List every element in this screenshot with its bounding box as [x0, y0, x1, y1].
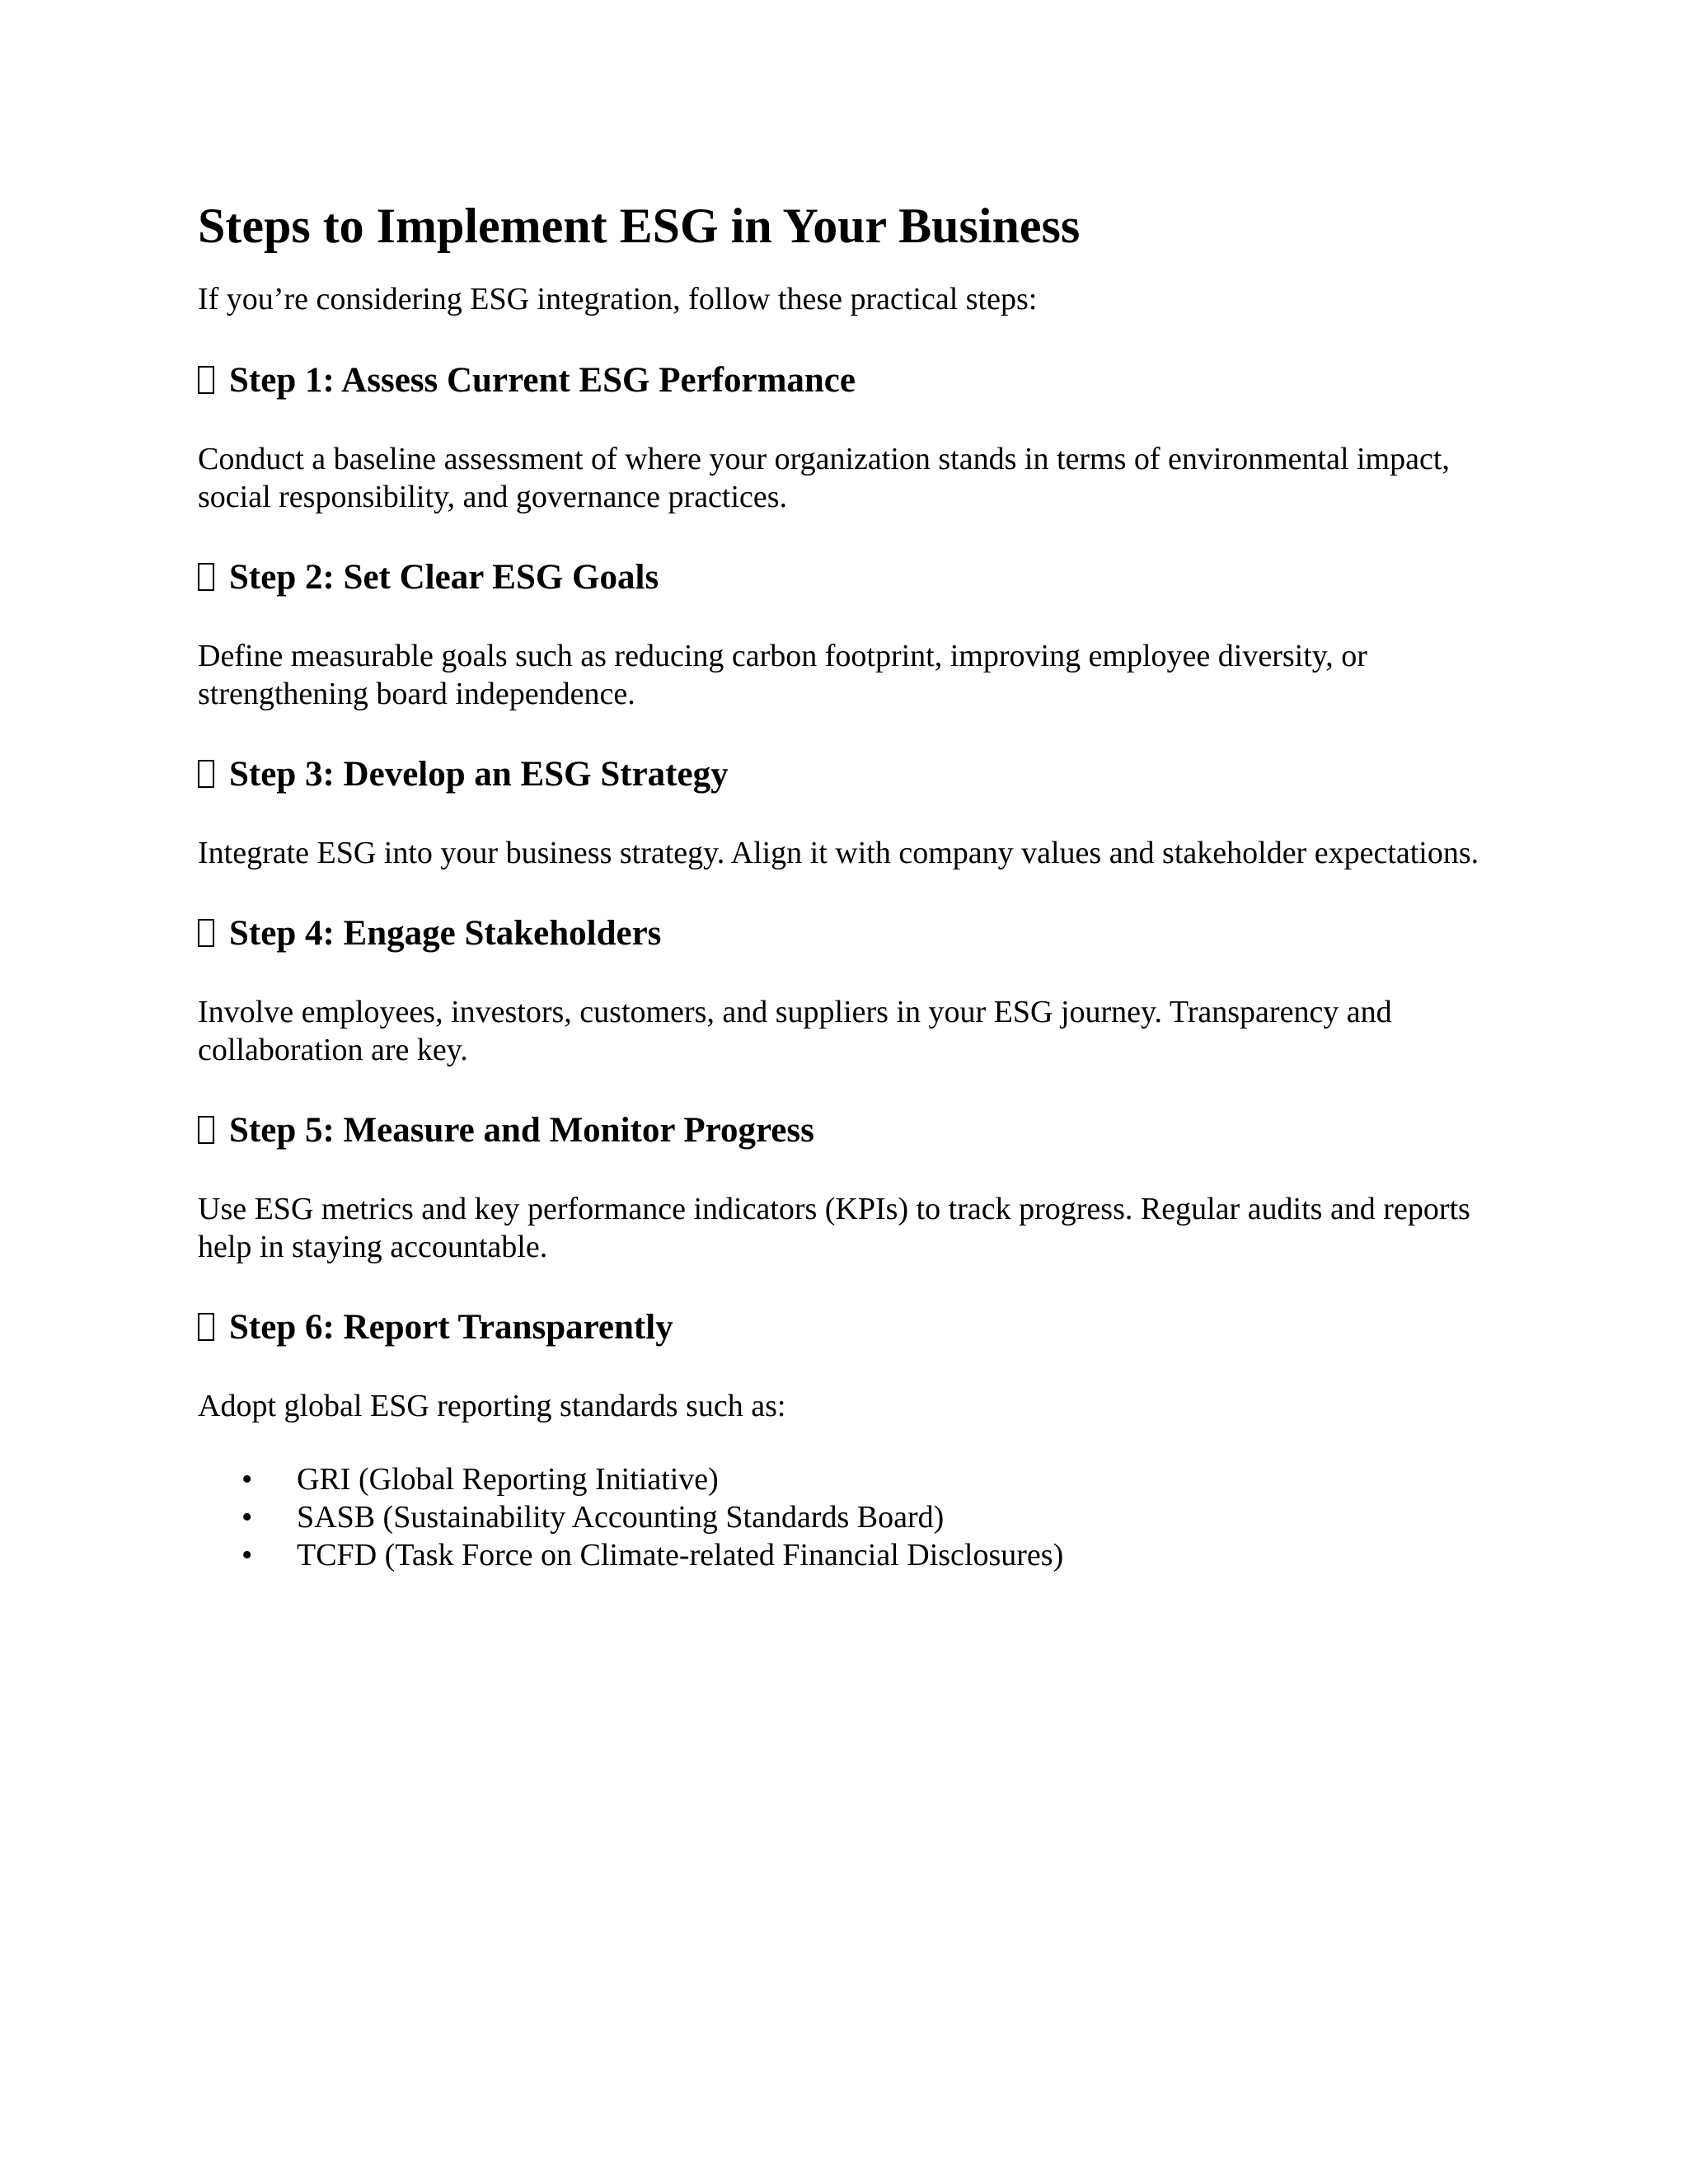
list-item-text: TCFD (Task Force on Climate-related Financial Disclosures) [297, 1538, 1064, 1572]
step-heading-text: Step 5: Measure and Monitor Progress [229, 1111, 814, 1150]
step-section-5 [198, 1109, 1484, 1266]
list-item-text: SASB (Sustainability Accounting Standards Board) [297, 1500, 945, 1535]
missing-glyph-box-icon [198, 563, 214, 591]
step-section-2 [198, 556, 1484, 713]
step-heading [198, 753, 1484, 796]
step-heading [198, 1109, 1484, 1152]
page-title: Steps to Implement ESG in Your Business [198, 199, 1081, 253]
step-heading [198, 912, 1484, 955]
standards-list [198, 1460, 1484, 1574]
step-body: Conduct a baseline assessment of where your organization stands in terms of environmental impact, social responsibility, and governance practices. [198, 442, 1450, 514]
step-section-6 [198, 1306, 1484, 1574]
bullet-icon: • [241, 1500, 253, 1535]
step-heading-text: Step 6: Report Transparently [229, 1308, 673, 1347]
missing-glyph-box-icon [198, 366, 214, 394]
step-heading [198, 1306, 1484, 1349]
bullet-icon: • [241, 1462, 253, 1497]
missing-glyph-box-icon [198, 760, 214, 788]
list-item [198, 1536, 1484, 1574]
list-item-text: GRI (Global Reporting Initiative) [297, 1462, 719, 1497]
document-page [198, 196, 1484, 1574]
step-heading-text: Step 3: Develop an ESG Strategy [229, 755, 729, 794]
missing-glyph-box-icon [198, 1313, 214, 1341]
list-item [198, 1498, 1484, 1536]
step-heading-text: Step 4: Engage Stakeholders [229, 914, 662, 953]
step-body: Use ESG metrics and key performance indicators (KPIs) to track progress. Regular audits and reports help in staying accountable. [198, 1192, 1470, 1264]
step-heading-text: Step 1: Assess Current ESG Performance [229, 361, 856, 400]
step-heading [198, 556, 1484, 599]
step-section-1 [198, 359, 1484, 516]
step-section-3 [198, 753, 1484, 872]
step-heading [198, 359, 1484, 402]
step-body: Define measurable goals such as reducing carbon footprint, improving employee diversity, or strengthening board independence. [198, 639, 1367, 711]
intro-paragraph: If you’re considering ESG integration, follow these practical steps: [198, 282, 1038, 316]
list-item [198, 1460, 1484, 1498]
step-heading-text: Step 2: Set Clear ESG Goals [229, 558, 659, 597]
step-body: Integrate ESG into your business strategy. Align it with company values and stakeholder expectations. [198, 836, 1479, 870]
step-body: Involve employees, investors, customers, and suppliers in your ESG journey. Transparency and collaboration are key. [198, 995, 1392, 1067]
missing-glyph-box-icon [198, 919, 214, 947]
bullet-icon: • [241, 1538, 253, 1572]
step-section-4 [198, 912, 1484, 1069]
step-body: Adopt global ESG reporting standards such as: [198, 1389, 786, 1423]
missing-glyph-box-icon [198, 1116, 214, 1144]
